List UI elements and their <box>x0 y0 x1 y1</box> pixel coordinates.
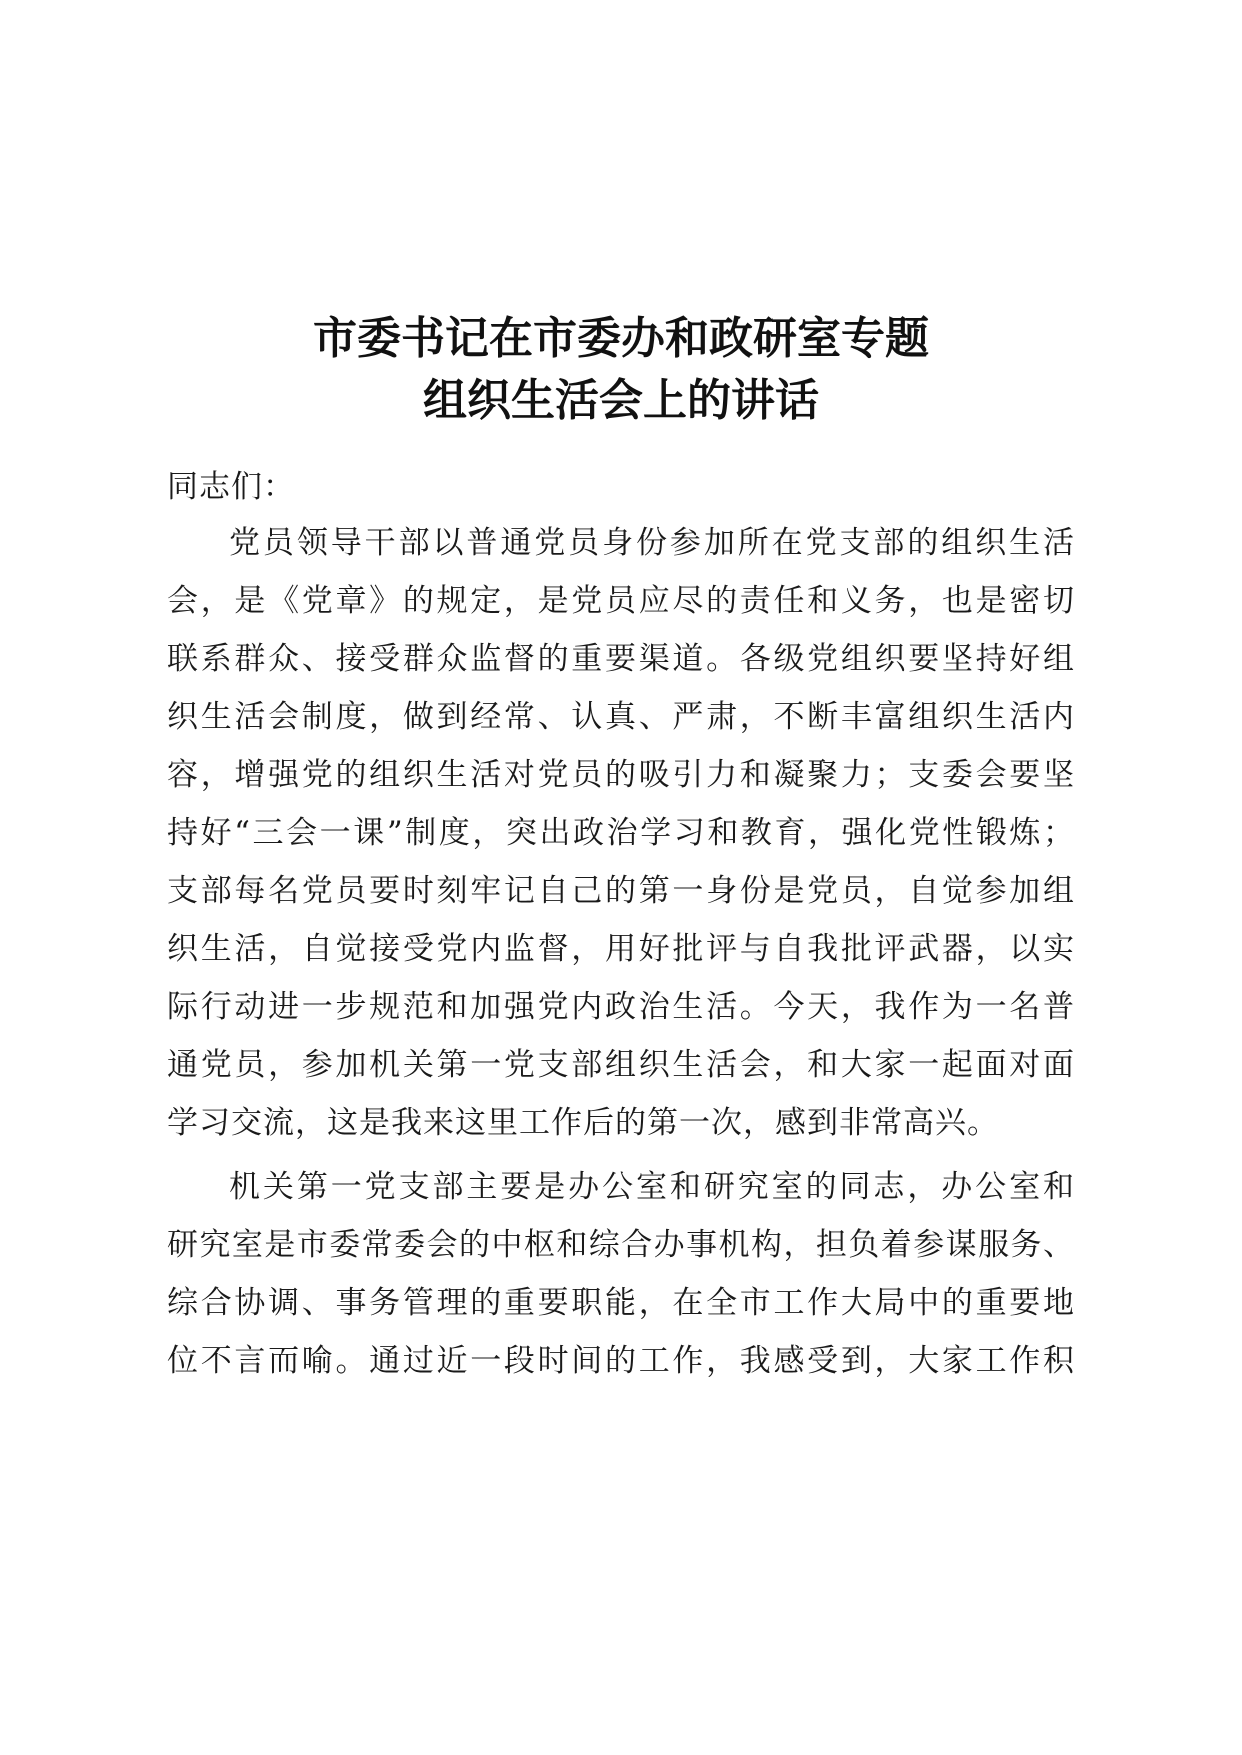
paragraph-line: 机关第一党支部主要是办公室和研究室的同志，办公室和 <box>229 1169 1075 1205</box>
salutation: 同志们： <box>167 469 295 505</box>
title-line: 市委书记在市委办和政研室专题 <box>313 313 929 364</box>
paragraph-line: 会，是《党章》的规定，是党员应尽的责任和义务，也是密切 <box>167 583 1075 619</box>
paragraph-line: 联系群众、接受群众监督的重要渠道。各级党组织要坚持好组 <box>167 641 1075 677</box>
paragraph-line: 织生活，自觉接受党内监督，用好批评与自我批评武器，以实 <box>167 931 1075 967</box>
document-title <box>100 308 1142 432</box>
paragraph-line: 党员领导干部以普通党员身份参加所在党支部的组织生活 <box>229 525 1075 561</box>
paragraph <box>167 1158 1075 1390</box>
paragraph-line: 研究室是市委常委会的中枢和综合办事机构，担负着参谋服务、 <box>167 1227 1075 1263</box>
document-body <box>167 460 1075 1396</box>
paragraph-line: 持好“三会一课”制度，突出政治学习和教育，强化党性锻炼； <box>167 815 1075 851</box>
title-line: 组织生活会上的讲话 <box>423 375 819 426</box>
paragraph-line: 容，增强党的组织生活对党员的吸引力和凝聚力；支委会要坚 <box>167 757 1075 793</box>
paragraph <box>167 514 1075 1152</box>
paragraph-line: 织生活会制度，做到经常、认真、严肃，不断丰富组织生活内 <box>167 699 1075 735</box>
paragraph-line: 际行动进一步规范和加强党内政治生活。今天，我作为一名普 <box>167 989 1075 1025</box>
paragraph-line: 支部每名党员要时刻牢记自己的第一身份是党员，自觉参加组 <box>167 873 1075 909</box>
paragraph-line: 综合协调、事务管理的重要职能，在全市工作大局中的重要地 <box>167 1285 1075 1321</box>
paragraph-line: 学习交流，这是我来这里工作后的第一次，感到非常高兴。 <box>167 1105 999 1141</box>
paragraph-line: 位不言而喻。通过近一段时间的工作，我感受到，大家工作积 <box>167 1343 1075 1379</box>
paragraph-line: 通党员，参加机关第一党支部组织生活会，和大家一起面对面 <box>167 1047 1075 1083</box>
